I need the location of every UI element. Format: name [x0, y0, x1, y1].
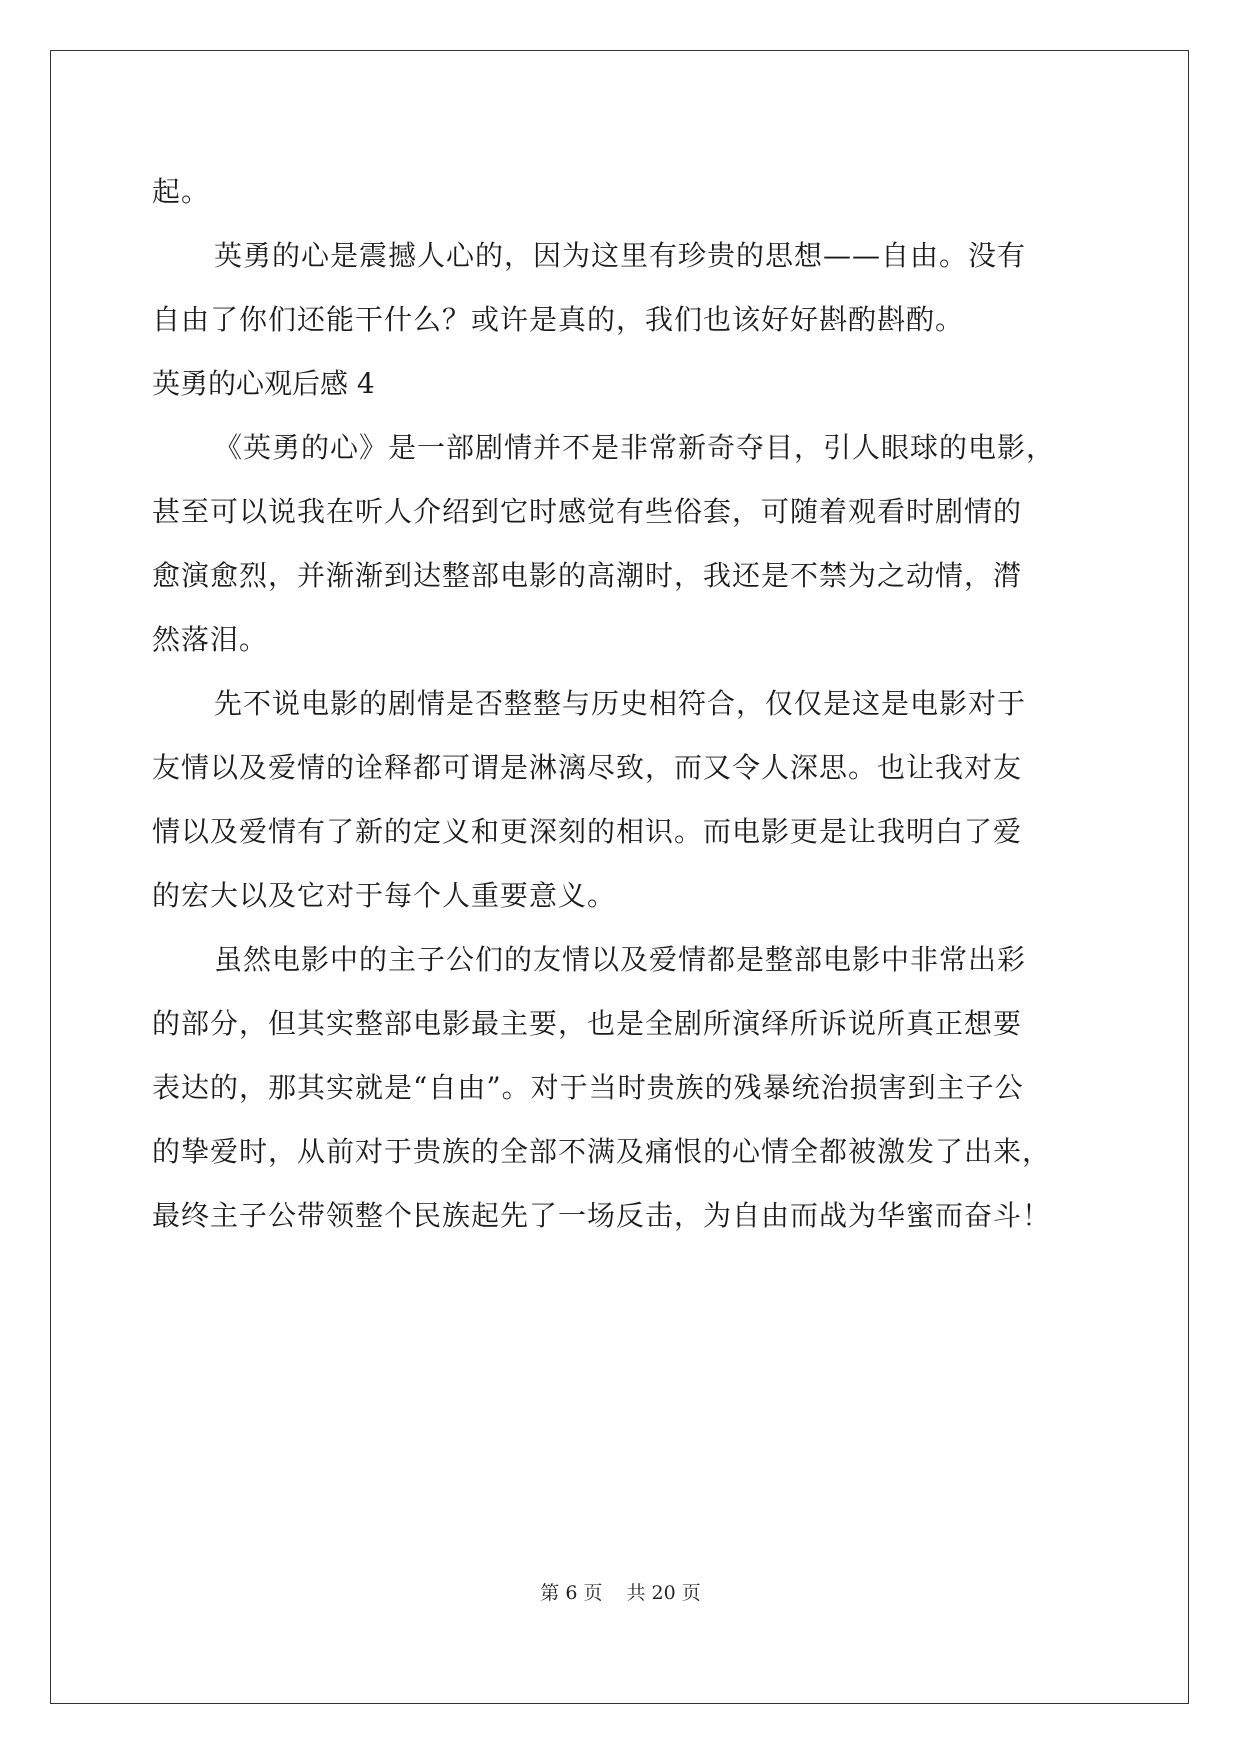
- paragraph-start: 英勇的心是震撼人心的，因为这里有珍贵的思想——自由。没有: [214, 239, 1027, 272]
- section-heading: 英勇的心观后感 4: [152, 367, 375, 400]
- text-line: 愈演愈烈，并渐渐到达整部电影的高潮时，我还是不禁为之动情，潸: [152, 559, 1023, 592]
- text-line: 自由了你们还能干什么？或许是真的，我们也该好好斟酌斟酌。: [152, 303, 965, 336]
- paragraph-start: 《英勇的心》是一部剧情并不是非常新奇夺目，引人眼球的电影，: [214, 431, 1056, 464]
- page-footer: [0, 1578, 1241, 1605]
- text-line: 表达的，那其实就是“自由”。对于当时贵族的残暴统治损害到主子公: [152, 1071, 1024, 1104]
- text-line: 的部分，但其实整部电影最主要，也是全剧所演绎所诉说所真正想要: [152, 1007, 1023, 1040]
- text-line: 起。: [152, 175, 211, 208]
- text-line: 最终主子公带领整个民族起先了一场反击，为自由而战为华蜜而奋斗！: [152, 1199, 1052, 1232]
- paragraph-start: 虽然电影中的主子公们的友情以及爱情都是整部电影中非常出彩: [214, 943, 1027, 976]
- text-line: 的挚爱时，从前对于贵族的全部不满及痛恨的心情全都被激发了出来，: [152, 1135, 1052, 1168]
- document-body: [152, 160, 1092, 1248]
- page-total: 共 20 页: [626, 1582, 701, 1604]
- paragraph-start: 先不说电影的剧情是否整整与历史相符合，仅仅是这是电影对于: [214, 687, 1027, 720]
- text-line: 的宏大以及它对于每个人重要意义。: [152, 879, 617, 912]
- text-line: 甚至可以说我在听人介绍到它时感觉有些俗套，可随着观看时剧情的: [152, 495, 1023, 528]
- page-number: 第 6 页: [540, 1582, 603, 1604]
- text-line: 然落泪。: [152, 623, 269, 656]
- text-line: 友情以及爱情的诠释都可谓是淋漓尽致，而又令人深思。也让我对友: [152, 751, 1023, 784]
- text-line: 情以及爱情有了新的定义和更深刻的相识。而电影更是让我明白了爱: [152, 815, 1023, 848]
